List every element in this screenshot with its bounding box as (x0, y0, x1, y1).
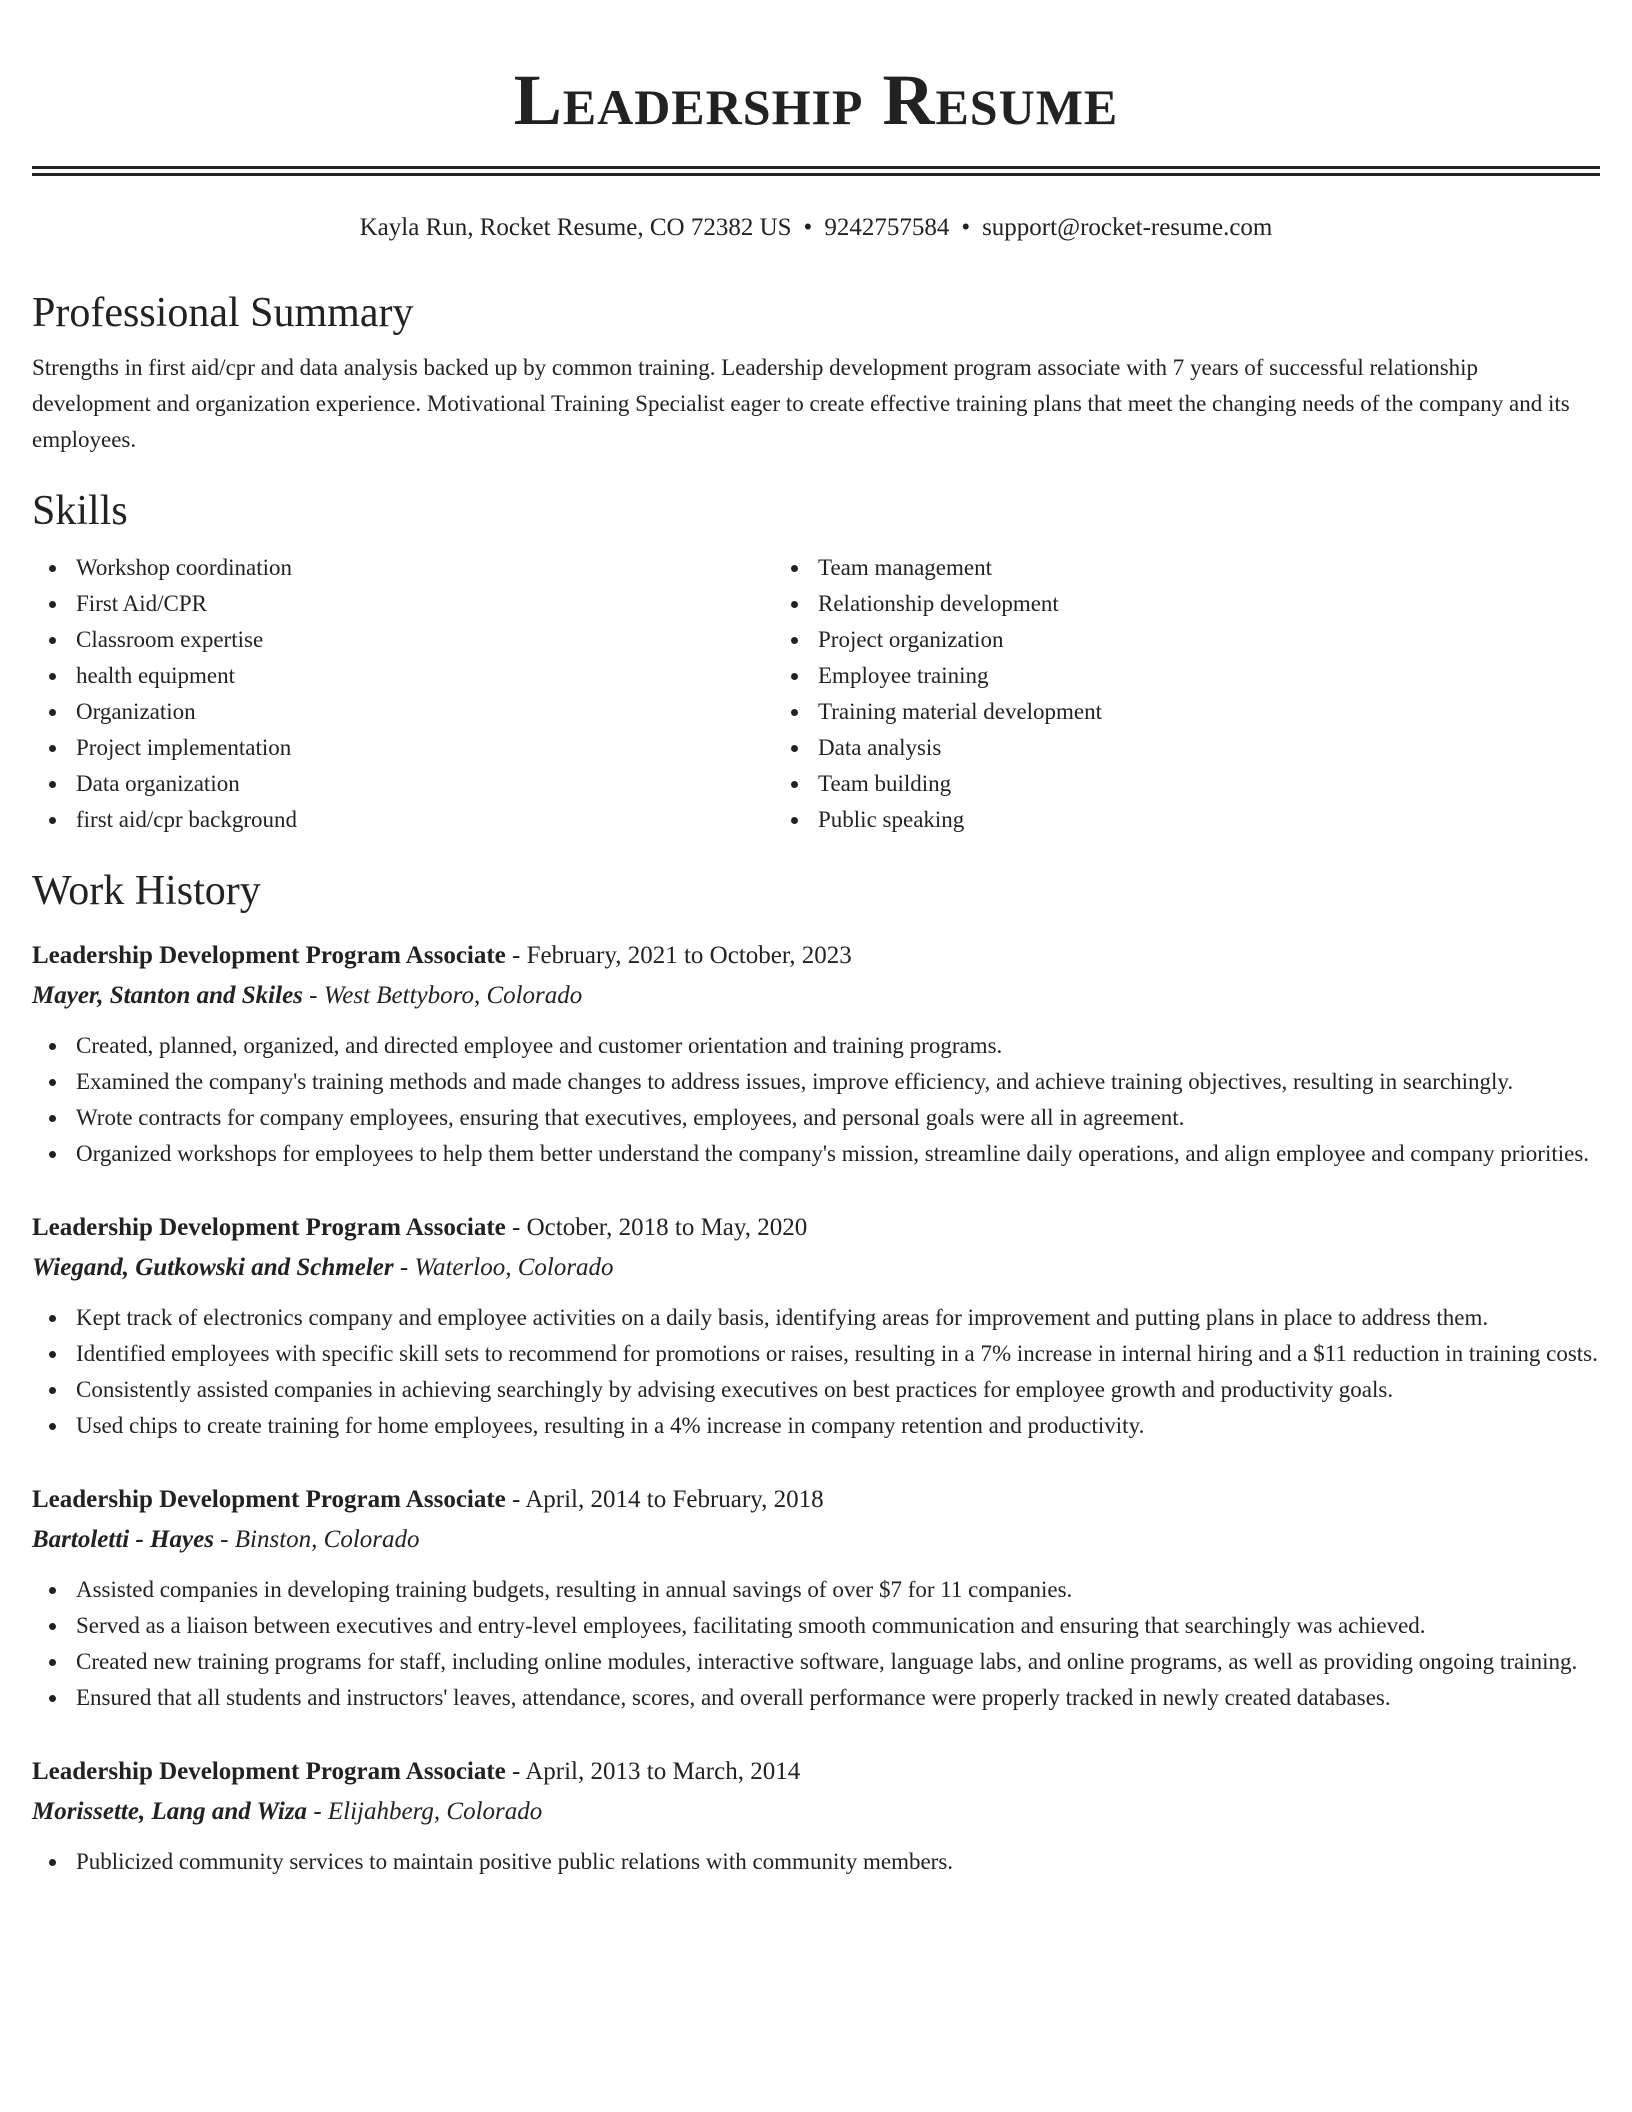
job-employer (32, 1520, 1600, 1560)
job-entry (32, 1208, 1600, 1444)
job-header (32, 1752, 1600, 1792)
summary-heading: Professional Summary (32, 290, 414, 336)
job-bullet: Served as a liaison between executives and entry-level employees, facilitating smooth communication and ensuring that searchingly was achieved. (32, 1608, 1600, 1644)
job-bullet: Publicized community services to maintain positive public relations with community members. (32, 1844, 1600, 1880)
job-bullet: Kept track of electronics company and employee activities on a daily basis, identifying areas for improvement and putting plans in place to address them. (32, 1300, 1600, 1336)
job-company: Bartoletti - Hayes (32, 1526, 214, 1553)
job-bullet: Created, planned, organized, and directed employee and customer orientation and training programs. (32, 1028, 1600, 1064)
skill-item: Training material development (774, 694, 1516, 730)
job-title: Leadership Development Program Associate (32, 1758, 506, 1785)
job-entry (32, 1752, 1600, 1880)
skills-heading: Skills (32, 488, 128, 534)
job-location: - Waterloo, Colorado (393, 1254, 614, 1281)
skill-item: Project organization (774, 622, 1516, 658)
skill-item: First Aid/CPR (32, 586, 774, 622)
job-bullets (32, 1028, 1600, 1172)
skill-item: Relationship development (774, 586, 1516, 622)
job-header (32, 936, 1600, 976)
job-company: Wiegand, Gutkowski and Schmeler (32, 1254, 394, 1281)
job-entry (32, 936, 1600, 1172)
job-bullet: Examined the company's training methods and made changes to address issues, improve efficiency, and achieve training objectives, resulting in searchingly. (32, 1064, 1600, 1100)
title-double-rule (32, 166, 1600, 176)
job-bullet: Consistently assisted companies in achieving searchingly by advising executives on best practices for employee growth and productivity goals. (32, 1372, 1600, 1408)
contact-line (32, 212, 1600, 244)
skill-item: Project implementation (32, 730, 774, 766)
job-bullet: Used chips to create training for home employees, resulting in a 4% increase in company retention and productivity. (32, 1408, 1600, 1444)
job-company: Mayer, Stanton and Skiles (32, 982, 303, 1009)
skill-item: Team building (774, 766, 1516, 802)
job-bullets (32, 1844, 1600, 1880)
job-dates: - April, 2013 to March, 2014 (505, 1758, 801, 1785)
job-bullet: Organized workshops for employees to help them better understand the company's mission, streamline daily operations, and align employee and company priorities. (32, 1136, 1600, 1172)
skills-right-column (774, 550, 1516, 838)
job-bullets (32, 1300, 1600, 1444)
skill-item: Team management (774, 550, 1516, 586)
contact-separator: • (961, 214, 971, 241)
job-bullet: Wrote contracts for company employees, ensuring that executives, employees, and personal goals were all in agreement. (32, 1100, 1600, 1136)
summary-section (32, 288, 1600, 458)
job-location: - West Bettyboro, Colorado (302, 982, 583, 1009)
job-bullet: Identified employees with specific skill sets to recommend for promotions or raises, resulting in a 7% increase in internal hiring and a $11 reduction in training costs. (32, 1336, 1600, 1372)
job-location: - Elijahberg, Colorado (307, 1798, 543, 1825)
job-bullet: Assisted companies in developing training budgets, resulting in annual savings of over $7 for 11 companies. (32, 1572, 1600, 1608)
skill-item: Public speaking (774, 802, 1516, 838)
skill-item: Employee training (774, 658, 1516, 694)
job-entry (32, 1480, 1600, 1716)
job-bullet: Created new training programs for staff, including online modules, interactive software, language labs, and online programs, as well as providing ongoing training. (32, 1644, 1600, 1680)
job-title: Leadership Development Program Associate (32, 1214, 506, 1241)
summary-text: Strengths in first aid/cpr and data analysis backed up by common training. Leadership development program associate with 7 years of successful relationship development and organization experience. Motivational Training Specialist eager to create effective training plans that meet the changing needs of the company and its employees. (32, 355, 1570, 452)
work-history-section (32, 866, 1600, 1880)
job-header (32, 1480, 1600, 1520)
contact-separator: • (803, 214, 813, 241)
job-location: - Binston, Colorado (213, 1526, 420, 1553)
resume-page (32, 0, 1600, 1880)
job-dates: - October, 2018 to May, 2020 (505, 1214, 808, 1241)
job-dates: - February, 2021 to October, 2023 (505, 942, 852, 969)
skill-item: Organization (32, 694, 774, 730)
contact-address: Kayla Run, Rocket Resume, CO 72382 US (359, 214, 792, 241)
job-title: Leadership Development Program Associate (32, 1486, 506, 1513)
job-employer (32, 1248, 1600, 1288)
job-employer (32, 976, 1600, 1016)
resume-title: Leadership Resume (513, 60, 1119, 140)
skill-item: first aid/cpr background (32, 802, 774, 838)
contact-email: support@rocket-resume.com (982, 214, 1273, 241)
job-dates: - April, 2014 to February, 2018 (505, 1486, 824, 1513)
skills-left-column (32, 550, 774, 838)
skills-columns (32, 550, 1600, 838)
contact-phone: 9242757584 (824, 214, 950, 241)
job-employer (32, 1792, 1600, 1832)
skill-item: Data organization (32, 766, 774, 802)
skill-item: Classroom expertise (32, 622, 774, 658)
skill-item: Workshop coordination (32, 550, 774, 586)
skill-item: Data analysis (774, 730, 1516, 766)
job-company: Morissette, Lang and Wiza (32, 1798, 308, 1825)
skills-section (32, 486, 1600, 838)
work-history-heading: Work History (32, 868, 261, 914)
skill-item: health equipment (32, 658, 774, 694)
job-title: Leadership Development Program Associate (32, 942, 506, 969)
job-header (32, 1208, 1600, 1248)
job-bullet: Ensured that all students and instructors' leaves, attendance, scores, and overall performance were properly tracked in newly created databases. (32, 1680, 1600, 1716)
job-bullets (32, 1572, 1600, 1716)
